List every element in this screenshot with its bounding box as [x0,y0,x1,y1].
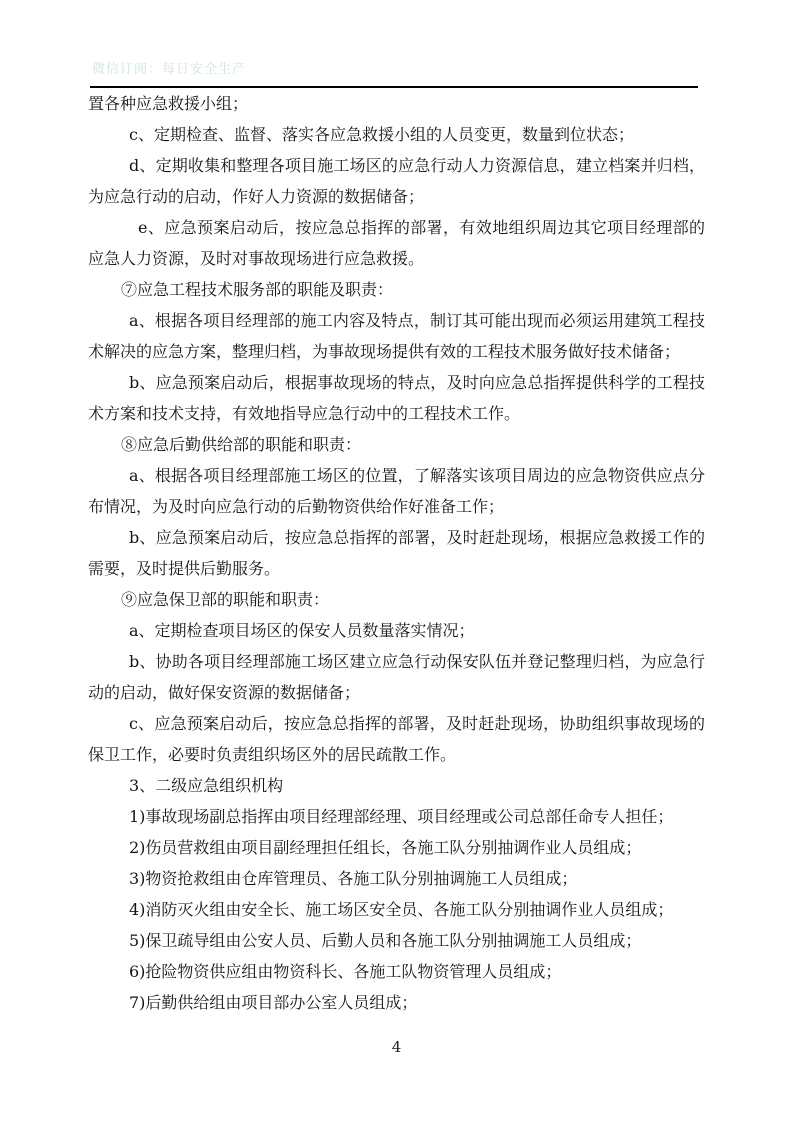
paragraph: c、应急预案启动后，按应急总指挥的部署，及时赶赴现场，协助组织事故现场的保卫工作，必要时负责组织场区外的居民疏散工作。 [88,714,705,764]
paragraph: a、根据各项目经理部的施工内容及特点，制订其可能出现而必须运用建筑工程技术解决的应急方案，整理归档，为事故现场提供有效的工程技术服务做好技术储备； [88,311,705,361]
paragraph: b、应急预案启动后，根据事故现场的特点，及时向应急总指挥提供科学的工程技术方案和技术支持，有效地指导应急行动中的工程技术工作。 [88,373,705,423]
document-body [88,88,705,1018]
paragraph: a、定期检查项目场区的保安人员数量落实情况； [129,621,475,640]
paragraph: ⑦应急工程技术服务部的职能及职责： [121,280,394,299]
paragraph: 1)事故现场副总指挥由项目经理部经理、项目经理或公司总部任命专人担任； [129,807,674,826]
page-footer [0,1038,793,1056]
page-number: 4 [391,1038,402,1056]
paragraph: 3、二级应急组织机构 [129,776,284,795]
paragraph: d、定期收集和整理各项目施工场区的应急行动人力资源信息，建立档案并归档，为应急行动的启动，作好人力资源的数据储备； [88,156,705,206]
paragraph: a、根据各项目经理部施工场区的位置，了解落实该项目周边的应急物资供应点分布情况，为及时向应急行动的后勤物资供给作好准备工作； [88,466,705,516]
paragraph: ⑧应急后勤供给部的职能和职责： [121,435,362,454]
paragraph: b、协助各项目经理部施工场区建立应急行动保安队伍并登记整理归档，为应急行动的启动，做好保安资源的数据储备； [88,652,705,702]
paragraph: 置各种应急救援小组； [88,94,249,113]
paragraph: ⑨应急保卫部的职能和职责： [121,590,330,609]
paragraph: 6)抢险物资供应组由物资科长、各施工队物资管理人员组成； [129,962,562,981]
paragraph: 3)物资抢救组由仓库管理员、各施工队分别抽调施工人员组成； [129,869,578,888]
paragraph: 2)伤员营救组由项目副经理担任组长，各施工队分别抽调作业人员组成； [129,838,642,857]
paragraph: c、定期检查、监督、落实各应急救援小组的人员变更，数量到位状态； [129,125,634,144]
paragraph: 4)消防灭火组由安全长、施工场区安全员、各施工队分别抽调作业人员组成； [129,900,674,919]
paragraph: 5)保卫疏导组由公安人员、后勤人员和各施工队分别抽调施工人员组成； [129,931,642,950]
paragraph: 7)后勤供给组由项目部办公室人员组成； [129,993,418,1012]
paragraph: e、应急预案启动后，按应急总指挥的部署，有效地组织周边其它项目经理部的应急人力资源，及时对事故现场进行应急救援。 [88,218,705,268]
header-subscription-label: 微信订阅：每日安全生产 [92,62,247,77]
paragraph: b、应急预案启动后，按应急总指挥的部署，及时赶赴现场，根据应急救援工作的需要，及时提供后勤服务。 [88,528,705,578]
page-header [92,58,246,77]
